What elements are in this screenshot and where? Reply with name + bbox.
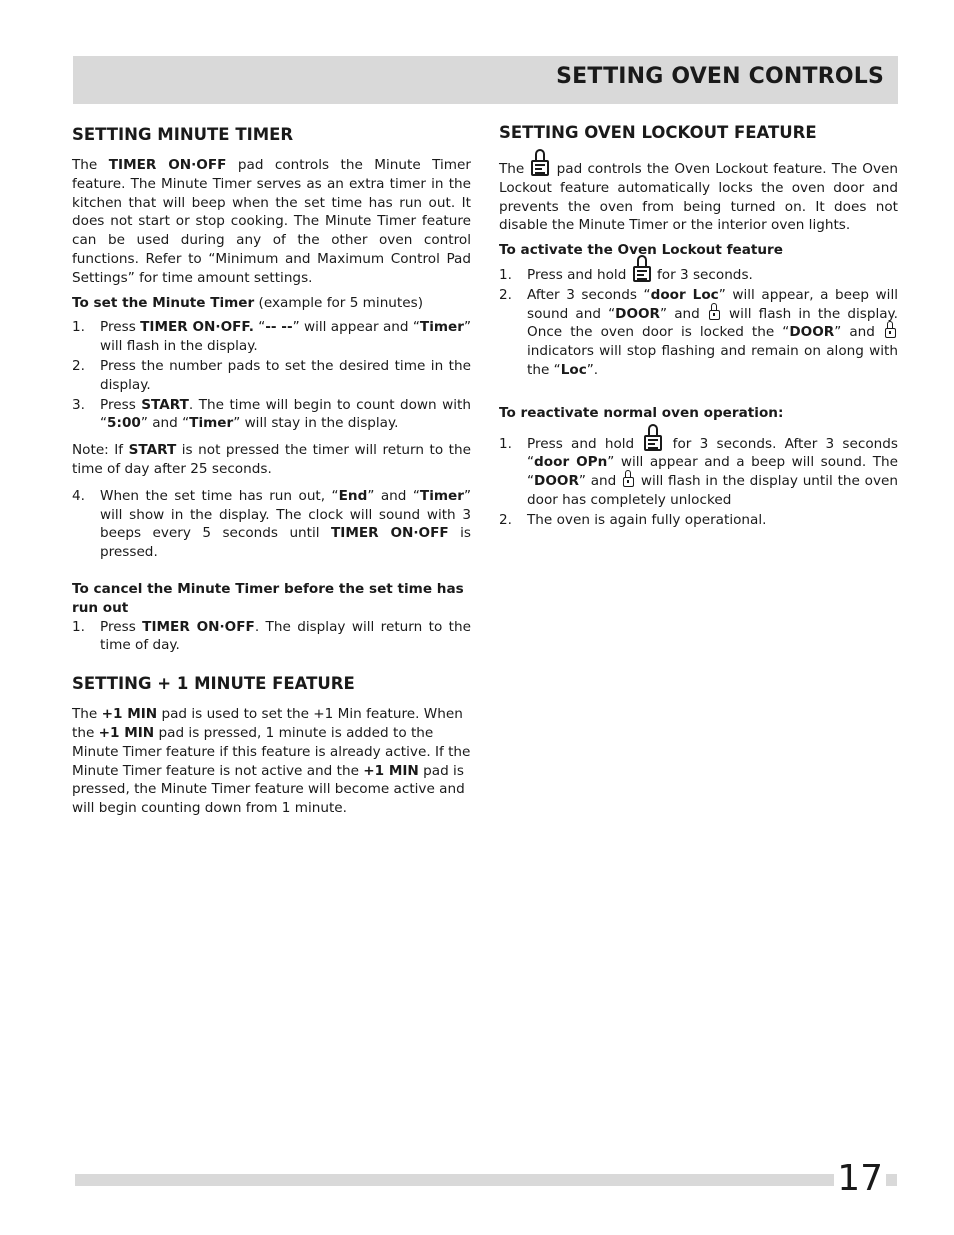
footer-bar bbox=[75, 1174, 897, 1186]
list-item: 1. Press TIMER ON·OFF. The display will return to the time of day. bbox=[72, 618, 471, 654]
lock-pad-icon bbox=[633, 266, 651, 282]
cancel-timer-steps bbox=[72, 618, 471, 656]
page-title: SETTING OVEN CONTROLS bbox=[556, 64, 884, 89]
list-item: 2. Press the number pads to set the desired time in the display. bbox=[72, 357, 471, 393]
left-column bbox=[72, 124, 471, 824]
set-timer-label: To set the Minute Timer (example for 5 minutes) bbox=[72, 294, 424, 311]
timer-note: Note: If START is not pressed the timer will return to the time of day after 25 seconds. bbox=[72, 442, 471, 477]
timer-step-4 bbox=[72, 487, 471, 562]
reactivate-steps bbox=[499, 435, 898, 530]
activate-lockout-steps bbox=[499, 266, 898, 380]
list-item: 3. Press START. The time will begin to count down with “5:00” and “Timer” will stay in the display. bbox=[72, 396, 471, 432]
padlock-icon bbox=[709, 310, 720, 320]
page-header-bar bbox=[73, 56, 898, 104]
minute-timer-intro: The TIMER ON·OFF pad controls the Minute Timer feature. The Minute Timer serves as an extra timer in the kitchen that will beep when the set time has run out. It does not start or stop cooking. The Minute Timer feature can be used during any of the other oven control functions. Refer to “Minimum and Maximum Control Pad Settings” for time amount settings. bbox=[72, 157, 471, 286]
lock-pad-icon bbox=[531, 160, 549, 176]
cancel-timer-label: To cancel the Minute Timer before the set time has run out bbox=[72, 580, 464, 616]
activate-lockout-label: To activate the Oven Lockout feature bbox=[499, 242, 783, 259]
reactivate-label: To reactivate normal oven operation: bbox=[499, 404, 784, 421]
plus-one-text: The +1 MIN pad is used to set the +1 Min feature. When the +1 MIN pad is pressed, 1 minute is added to the Minute Timer feature if this feature is already active. If the Minute Timer feature is not active and the +1 MIN pad is pressed, the Minute Timer feature will become active and will begin counting down from 1 minute. bbox=[72, 706, 471, 817]
list-item: 2. After 3 seconds “door Loc” will appear, a beep will sound and “DOOR” and will flash in the display. Once the oven door is locked the “DOOR” and indicators will stop flashing and remain on along with the “Loc”. bbox=[499, 286, 898, 378]
padlock-icon bbox=[623, 477, 634, 487]
minute-timer-heading: SETTING MINUTE TIMER bbox=[72, 125, 294, 144]
list-item: 4. When the set time has run out, “End” and “Timer” will show in the display. The clock will sound with 3 beeps every 5 seconds until TIMER ON·OFF is pressed. bbox=[72, 487, 471, 561]
list-item: 1. Press and hold for 3 seconds. After 3 seconds “door OPn” will appear and a beep will sound. The “DOOR” and will flash in the display until the oven door has completely unlocked bbox=[499, 435, 898, 508]
lockout-intro: The pad controls the Oven Lockout feature. The Oven Lockout feature automatically locks the oven door and prevents the oven from being turned on. It does not disable the Minute Timer or the interior oven lights. bbox=[499, 161, 898, 234]
right-column bbox=[499, 122, 898, 536]
lock-pad-icon bbox=[644, 435, 662, 451]
lockout-heading: SETTING OVEN LOCKOUT FEATURE bbox=[499, 123, 817, 142]
padlock-icon bbox=[885, 328, 896, 338]
list-item: 1. Press and hold for 3 seconds. bbox=[499, 266, 753, 283]
list-item: 1. Press TIMER ON·OFF. “-- --” will appear and “Timer” will flash in the display. bbox=[72, 319, 471, 355]
set-timer-steps bbox=[72, 318, 471, 433]
page-number: 17 bbox=[834, 1158, 886, 1200]
plus-one-heading: SETTING + 1 MINUTE FEATURE bbox=[72, 674, 355, 694]
list-item: 2. The oven is again fully operational. bbox=[499, 511, 767, 528]
